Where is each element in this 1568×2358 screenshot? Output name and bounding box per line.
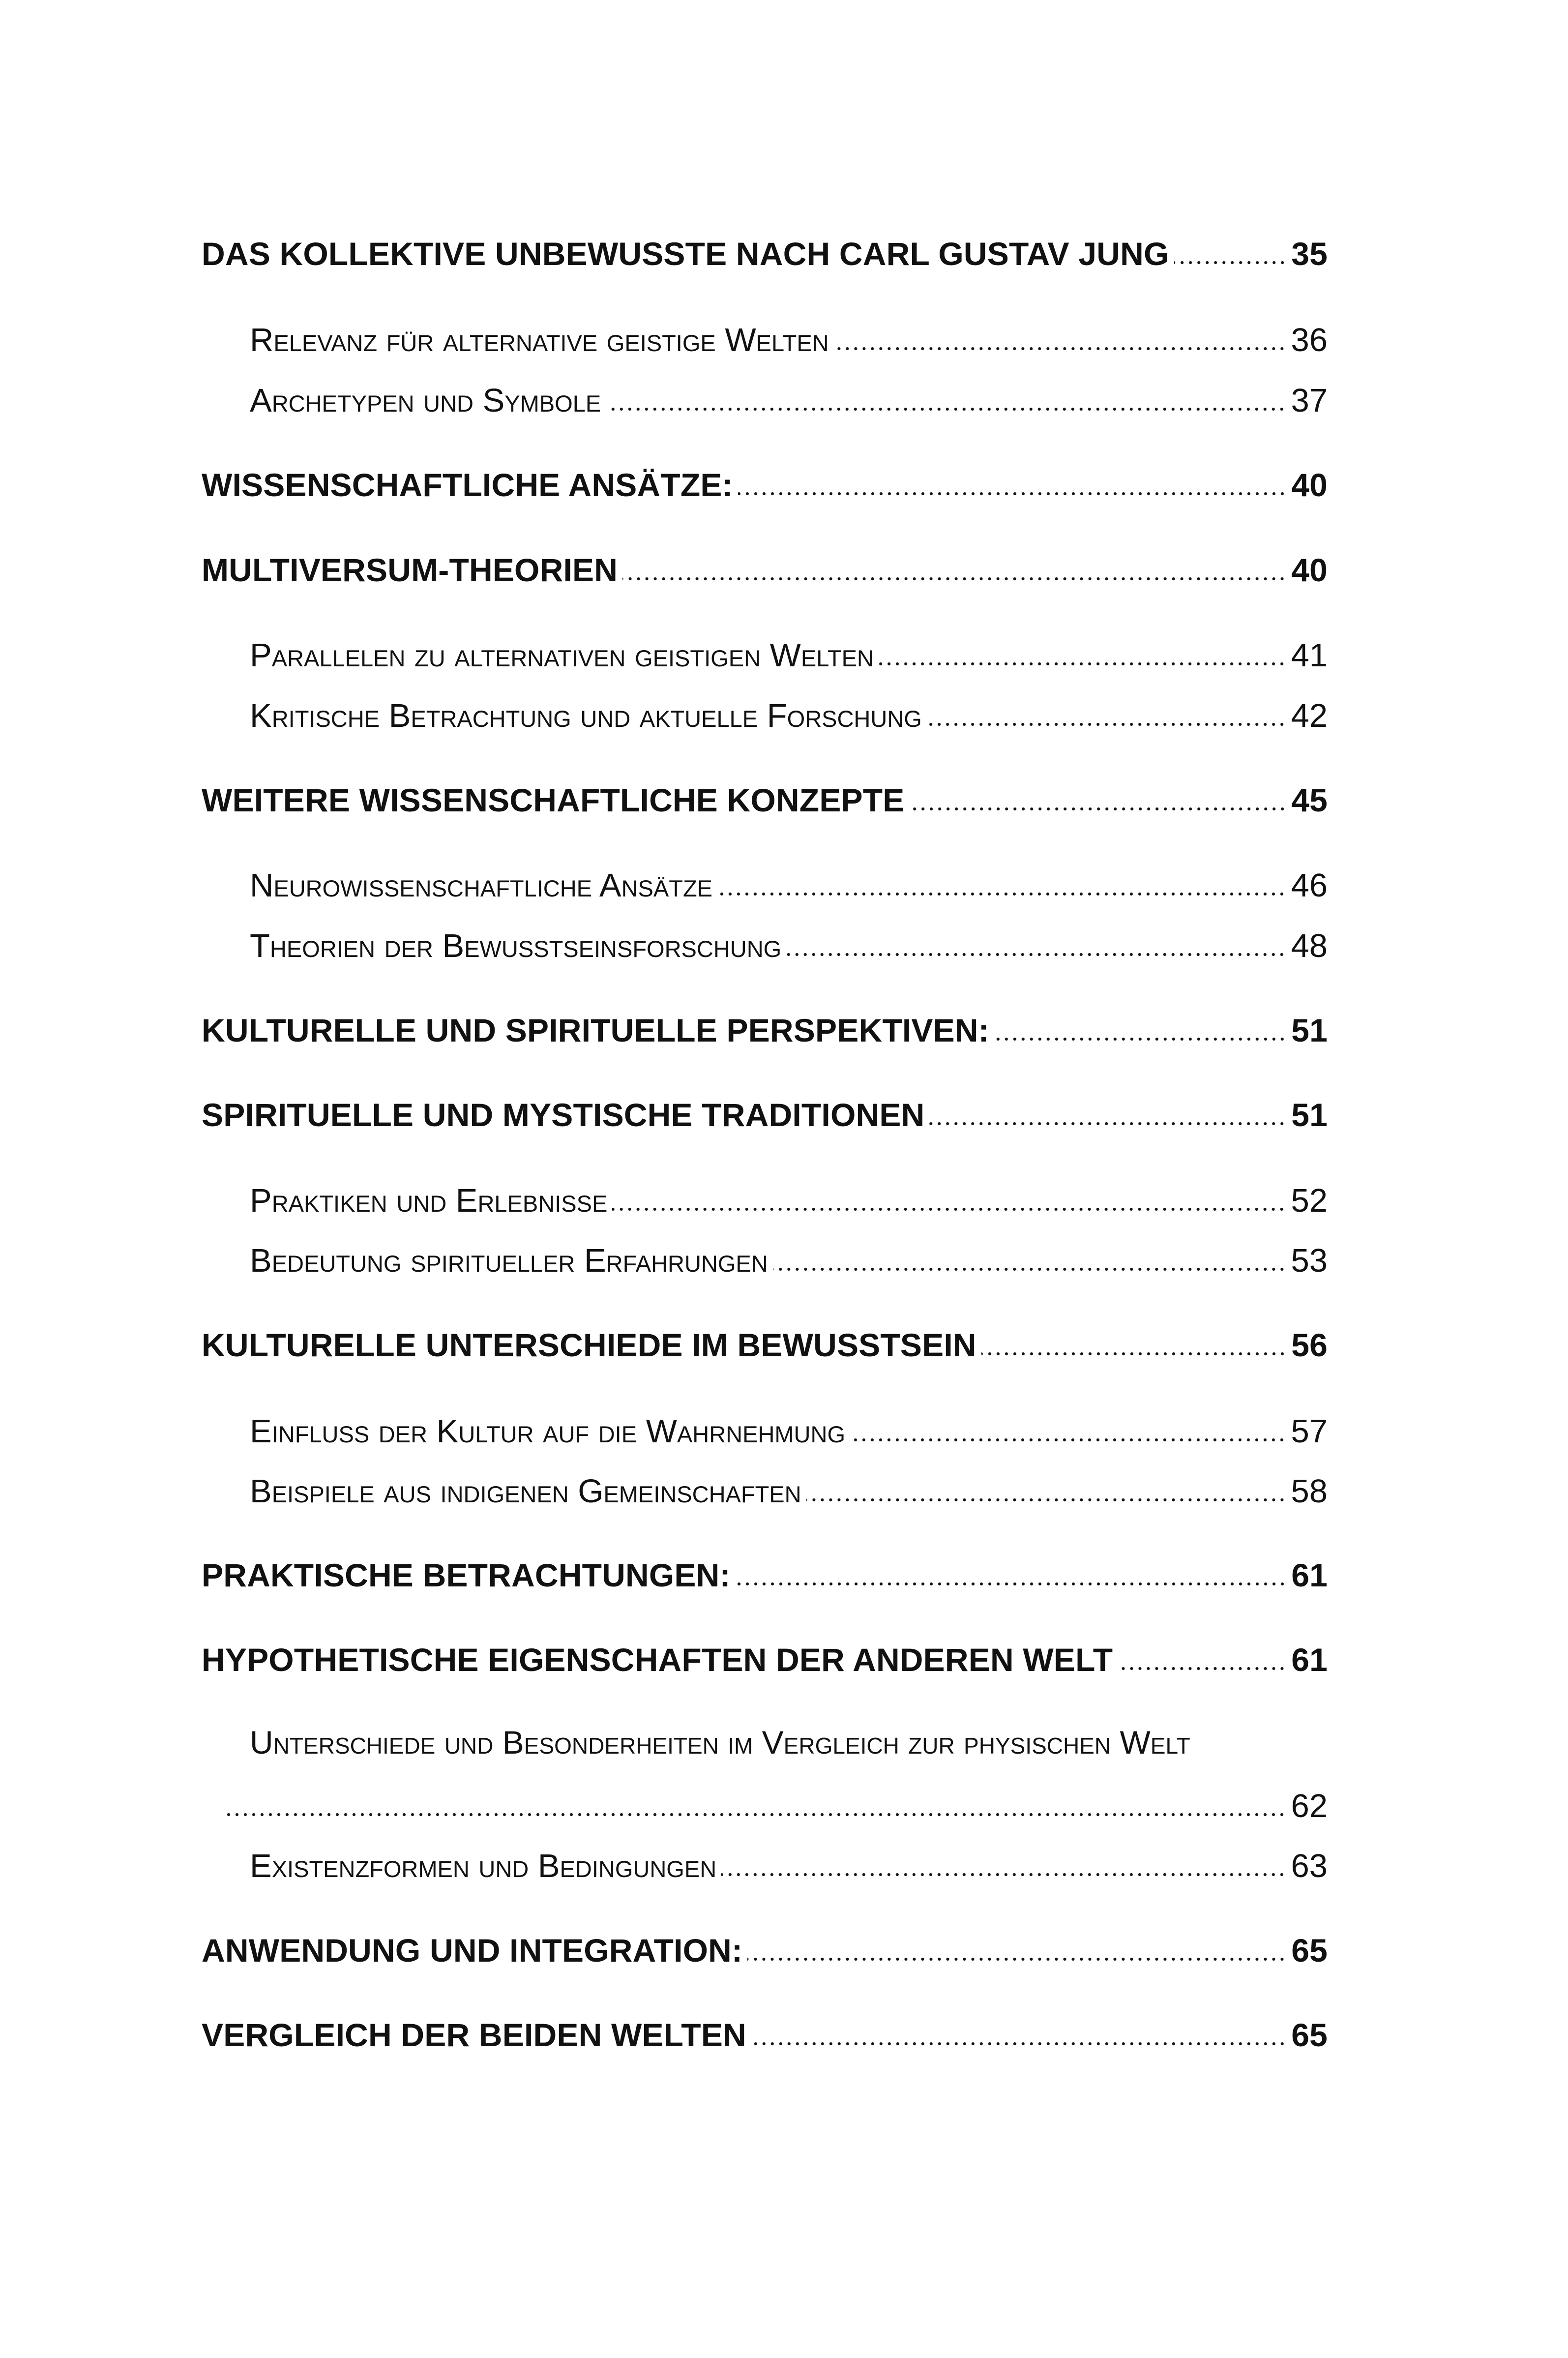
- toc-entry-page-number: 51: [1291, 1097, 1328, 1133]
- toc-entry-page-number: 40: [1291, 552, 1328, 588]
- dot-leader: [773, 1239, 1286, 1272]
- toc-section-entry-title-line[interactable]: [250, 1724, 1328, 1761]
- toc-entry-title: Theorien der Bewusstseinsforschung: [250, 927, 782, 964]
- toc-entry-title: HYPOTHETISCHE EIGENSCHAFTEN DER ANDEREN WELT: [202, 1642, 1113, 1678]
- toc-chapter-entry[interactable]: [202, 464, 1328, 504]
- toc-entry-title: ANWENDUNG UND INTEGRATION:: [202, 1932, 743, 1969]
- toc-entry-title: Bedeutung spiritueller Erfahrungen: [250, 1242, 768, 1279]
- toc-entry-title: PRAKTISCHE BETRACHTUNGEN:: [202, 1557, 731, 1593]
- dot-leader: [1174, 233, 1287, 265]
- dot-leader: [1118, 1639, 1286, 1671]
- toc-chapter-entry[interactable]: [202, 1009, 1328, 1049]
- toc-section-entry[interactable]: [250, 633, 1328, 674]
- toc-entry-title: WISSENSCHAFTLICHE ANSÄTZE:: [202, 467, 733, 503]
- toc-entry-title: MULTIVERSUM-THEORIEN: [202, 552, 618, 588]
- toc-entry-page-number: 41: [1291, 637, 1328, 674]
- toc-entry-title: WEITERE WISSENSCHAFTLICHE KONZEPTE: [202, 782, 905, 818]
- toc-entry-title: Praktiken und Erlebnisse: [250, 1182, 608, 1219]
- toc-entry-page-number: 45: [1291, 782, 1328, 818]
- toc-entry-title: Kritische Betrachtung und aktuelle Forschung: [250, 697, 922, 734]
- toc-entry-title: Archetypen und Symbole: [250, 382, 601, 419]
- toc-section-entry[interactable]: [250, 1469, 1328, 1510]
- toc-section-entry[interactable]: [250, 864, 1328, 904]
- toc-section-entry[interactable]: [250, 694, 1328, 735]
- toc-entry-title: Beispiele aus indigenen Gemeinschaften: [250, 1473, 801, 1510]
- dot-leader: [612, 1179, 1286, 1212]
- toc-entry-title: Unterschiede und Besonderheiten im Vergleich zur physischen Welt: [250, 1724, 1190, 1761]
- toc-chapter-entry[interactable]: [202, 1094, 1328, 1134]
- dot-leader: [834, 318, 1286, 351]
- dot-leader: [751, 2014, 1286, 2046]
- toc-entry-title: Parallelen zu alternativen geistigen Welten: [250, 637, 874, 674]
- toc-chapter-entry[interactable]: [202, 2014, 1328, 2054]
- toc-chapter-entry[interactable]: [202, 1929, 1328, 1969]
- dot-leader: [786, 924, 1286, 957]
- toc-entry-page-number: 40: [1291, 467, 1328, 503]
- toc-entry-page-number: 65: [1291, 2017, 1328, 2053]
- dot-leader: [994, 1009, 1286, 1042]
- toc-entry-page-number: 61: [1291, 1557, 1328, 1593]
- toc-entry-page-number: 62: [1291, 1788, 1328, 1824]
- toc-section-entry[interactable]: [250, 924, 1328, 965]
- dot-leader: [929, 1094, 1286, 1126]
- toc-section-entry[interactable]: [250, 318, 1328, 359]
- toc-entry-page-number: 35: [1291, 236, 1328, 272]
- toc-section-entry[interactable]: [250, 1844, 1328, 1885]
- toc-entry-title: KULTURELLE UND SPIRITUELLE PERSPEKTIVEN:: [202, 1012, 989, 1048]
- dot-leader: [981, 1324, 1286, 1356]
- toc-entry-page-number: 63: [1291, 1848, 1328, 1884]
- dot-leader: [224, 1784, 1286, 1817]
- toc-section-entry-leader-line[interactable]: [224, 1784, 1328, 1825]
- dot-leader: [850, 1409, 1286, 1442]
- dot-leader: [622, 549, 1286, 581]
- toc-chapter-entry[interactable]: [202, 779, 1328, 819]
- toc-entry-title: Einfluss der Kultur auf die Wahrnehmung: [250, 1413, 846, 1450]
- toc-entry-page-number: 56: [1291, 1327, 1328, 1363]
- dot-leader: [721, 1844, 1286, 1877]
- toc-entry-title: DAS KOLLEKTIVE UNBEWUSSTE NACH CARL GUSTAV JUNG: [202, 236, 1169, 272]
- dot-leader: [736, 1554, 1287, 1586]
- toc-entry-page-number: 37: [1291, 382, 1328, 419]
- dot-leader: [806, 1469, 1286, 1502]
- toc-entry-title: Existenzformen und Bedingungen: [250, 1848, 717, 1884]
- toc-entry-page-number: 57: [1291, 1413, 1328, 1450]
- dot-leader: [747, 1929, 1286, 1962]
- dot-leader: [738, 464, 1286, 496]
- toc-entry-page-number: 65: [1291, 1932, 1328, 1969]
- toc-entry-page-number: 51: [1291, 1012, 1328, 1048]
- toc-section-entry[interactable]: [250, 1409, 1328, 1450]
- toc-entry-page-number: 42: [1291, 697, 1328, 734]
- toc-section-entry[interactable]: [250, 1179, 1328, 1220]
- toc-entry-page-number: 58: [1291, 1473, 1328, 1510]
- dot-leader: [927, 694, 1286, 727]
- toc-entry-title: Relevanz für alternative geistige Welten: [250, 322, 829, 358]
- toc-entry-page-number: 48: [1291, 927, 1328, 964]
- toc-chapter-entry[interactable]: [202, 1554, 1328, 1594]
- toc-section-entry[interactable]: [250, 379, 1328, 419]
- toc-entry-title: VERGLEICH DER BEIDEN WELTEN: [202, 2017, 746, 2053]
- toc-chapter-entry[interactable]: [202, 233, 1328, 272]
- dot-leader: [606, 379, 1286, 412]
- toc-entry-page-number: 61: [1291, 1642, 1328, 1678]
- toc-entry-title: Neurowissenschaftliche Ansätze: [250, 867, 713, 904]
- dot-leader: [879, 633, 1286, 666]
- toc-entry-page-number: 46: [1291, 867, 1328, 904]
- toc-entry-page-number: 36: [1291, 322, 1328, 358]
- toc-chapter-entry[interactable]: [202, 549, 1328, 589]
- toc-entry-title: KULTURELLE UNTERSCHIEDE IM BEWUSSTSEIN: [202, 1327, 976, 1363]
- toc-section-entry[interactable]: [250, 1239, 1328, 1280]
- toc-entry-page-number: 53: [1291, 1242, 1328, 1279]
- toc-chapter-entry[interactable]: [202, 1639, 1328, 1678]
- toc-entry-page-number: 52: [1291, 1182, 1328, 1219]
- toc-chapter-entry[interactable]: [202, 1324, 1328, 1364]
- dot-leader: [910, 779, 1287, 811]
- toc-entry-title: SPIRITUELLE UND MYSTISCHE TRADITIONEN: [202, 1097, 925, 1133]
- dot-leader: [717, 864, 1286, 896]
